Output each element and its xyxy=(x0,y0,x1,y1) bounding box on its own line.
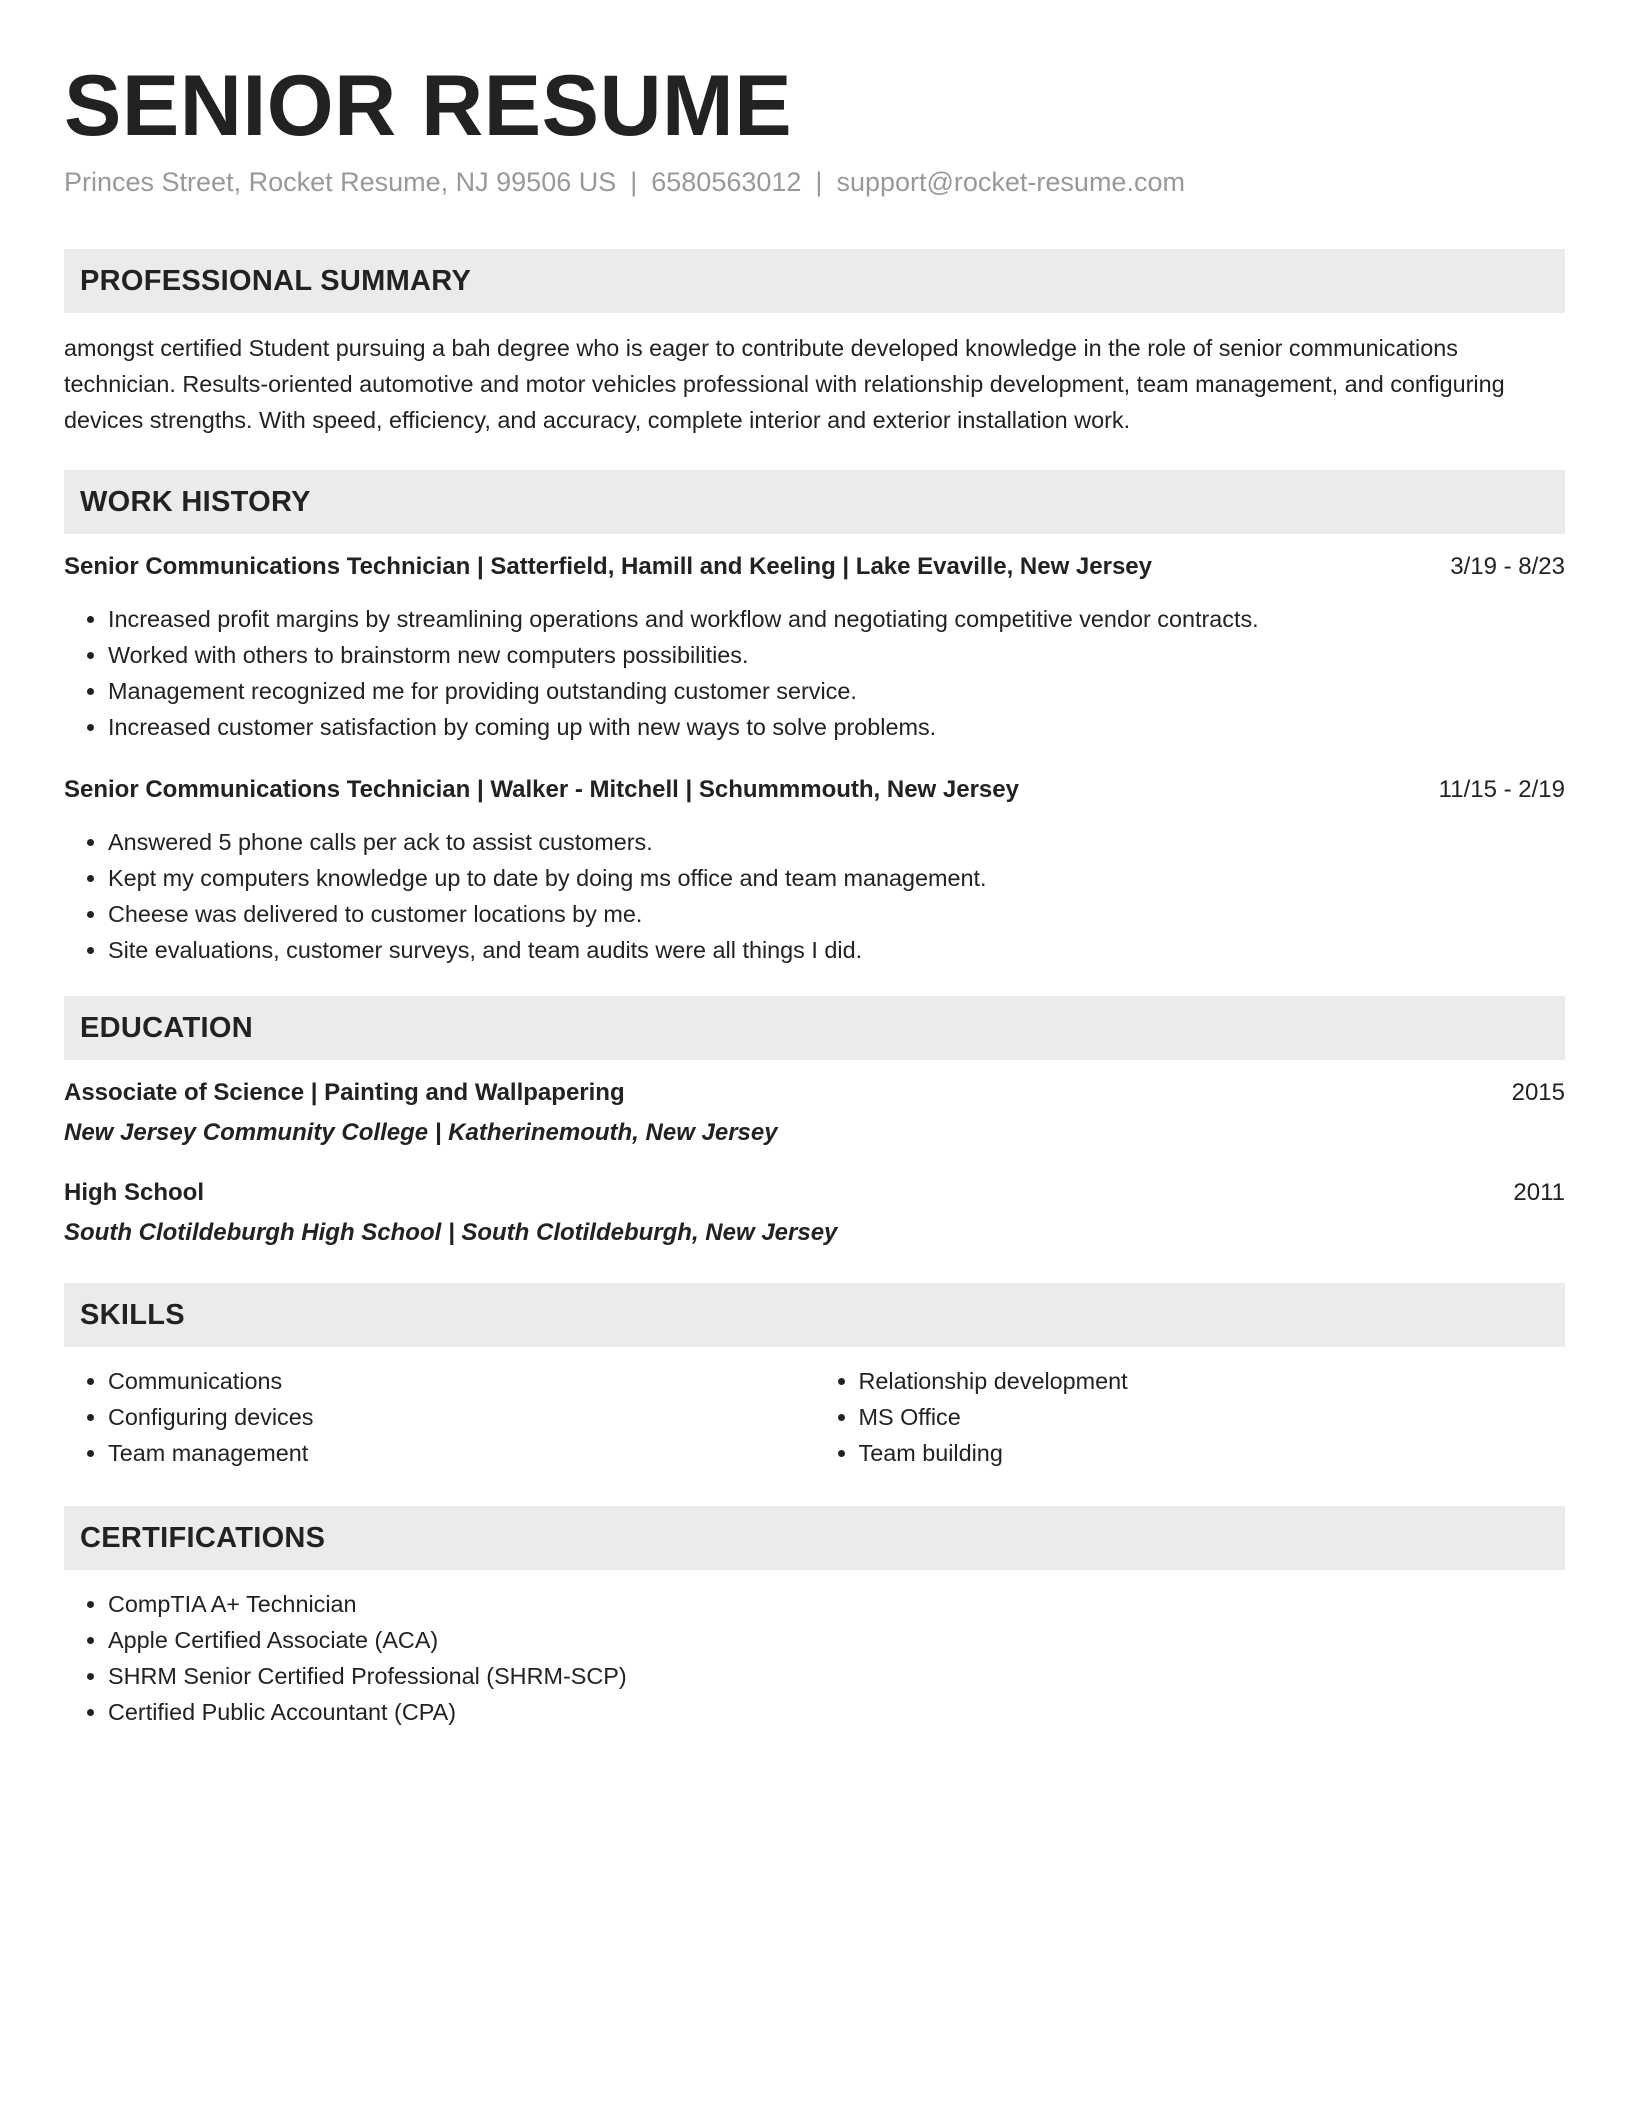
job-dates: 3/19 - 8/23 xyxy=(1450,553,1565,580)
list-item: • MS Office xyxy=(859,1399,1566,1435)
skills-columns xyxy=(64,1347,1565,1471)
contact-email: support@rocket-resume.com xyxy=(836,167,1185,197)
education-degree: High School xyxy=(64,1179,204,1206)
education-entry xyxy=(64,1077,1565,1149)
certifications-list xyxy=(64,1586,1565,1730)
education-school: New Jersey Community College | Katherinemouth, New Jersey xyxy=(64,1119,778,1146)
education-section-heading: EDUCATION xyxy=(64,996,1565,1060)
education-degree: Associate of Science | Painting and Wallpapering xyxy=(64,1079,625,1106)
summary-text: amongst certified Student pursuing a bah degree who is eager to contribute developed knowledge in the role of senior communications technician. Results-oriented automotive and motor vehicles professional with relationship development, team management, and configuring devices strengths. With speed, efficiency, and accuracy, complete interior and exterior installation work. xyxy=(64,335,1505,433)
contact-phone: 6580563012 xyxy=(651,167,802,197)
education-school: South Clotildeburgh High School | South Clotildeburgh, New Jersey xyxy=(64,1219,838,1246)
list-item: • SHRM Senior Certified Professional (SHRM-SCP) xyxy=(108,1658,1565,1694)
job-entry xyxy=(64,774,1565,968)
job-dates: 11/15 - 2/19 xyxy=(1438,776,1565,803)
list-item: • Site evaluations, customer surveys, and team audits were all things I did. xyxy=(108,932,1565,968)
education-row xyxy=(64,1177,1565,1209)
list-item: • Team management xyxy=(108,1435,815,1471)
list-item: • Configuring devices xyxy=(108,1399,815,1435)
list-item: • Apple Certified Associate (ACA) xyxy=(108,1622,1565,1658)
list-item: • Management recognized me for providing outstanding customer service. xyxy=(108,673,1565,709)
list-item: • Cheese was delivered to customer locations by me. xyxy=(108,896,1565,932)
summary-section-heading: PROFESSIONAL SUMMARY xyxy=(64,249,1565,313)
job-entry xyxy=(64,551,1565,745)
skills-list-left xyxy=(64,1363,815,1471)
list-item: • Increased profit margins by streamlining operations and workflow and negotiating competitive vendor contracts. xyxy=(108,601,1565,637)
job-duties-list xyxy=(64,601,1565,745)
skills-section-heading: SKILLS xyxy=(64,1283,1565,1347)
education-year: 2011 xyxy=(1513,1179,1565,1206)
list-item: • Certified Public Accountant (CPA) xyxy=(108,1694,1565,1730)
job-title: Senior Communications Technician | Satterfield, Hamill and Keeling | Lake Evaville, New Jersey xyxy=(64,553,1153,580)
contact-line xyxy=(64,166,1565,198)
job-title-row xyxy=(64,774,1565,806)
job-title-row xyxy=(64,551,1565,583)
resume-title: SENIOR RESUME xyxy=(64,58,793,154)
list-item: • Kept my computers knowledge up to date by doing ms office and team management. xyxy=(108,860,1565,896)
contact-separator: | xyxy=(815,167,823,197)
education-entry xyxy=(64,1177,1565,1249)
list-item: • Relationship development xyxy=(859,1363,1566,1399)
job-title: Senior Communications Technician | Walker - Mitchell | Schummmouth, New Jersey xyxy=(64,776,1019,803)
job-duties-list xyxy=(64,824,1565,968)
list-item: • Answered 5 phone calls per ack to assist customers. xyxy=(108,824,1565,860)
education-year: 2015 xyxy=(1511,1079,1565,1106)
education-row xyxy=(64,1077,1565,1109)
list-item: • CompTIA A+ Technician xyxy=(108,1586,1565,1622)
work-history-section-heading: WORK HISTORY xyxy=(64,470,1565,534)
list-item: • Worked with others to brainstorm new computers possibilities. xyxy=(108,637,1565,673)
list-item: • Increased customer satisfaction by coming up with new ways to solve problems. xyxy=(108,709,1565,745)
list-item: • Team building xyxy=(859,1435,1566,1471)
skills-list-right xyxy=(815,1363,1566,1471)
certifications-section-heading: CERTIFICATIONS xyxy=(64,1506,1565,1570)
contact-separator: | xyxy=(630,167,638,197)
list-item: • Communications xyxy=(108,1363,815,1399)
contact-address: Princes Street, Rocket Resume, NJ 99506 US xyxy=(64,167,617,197)
